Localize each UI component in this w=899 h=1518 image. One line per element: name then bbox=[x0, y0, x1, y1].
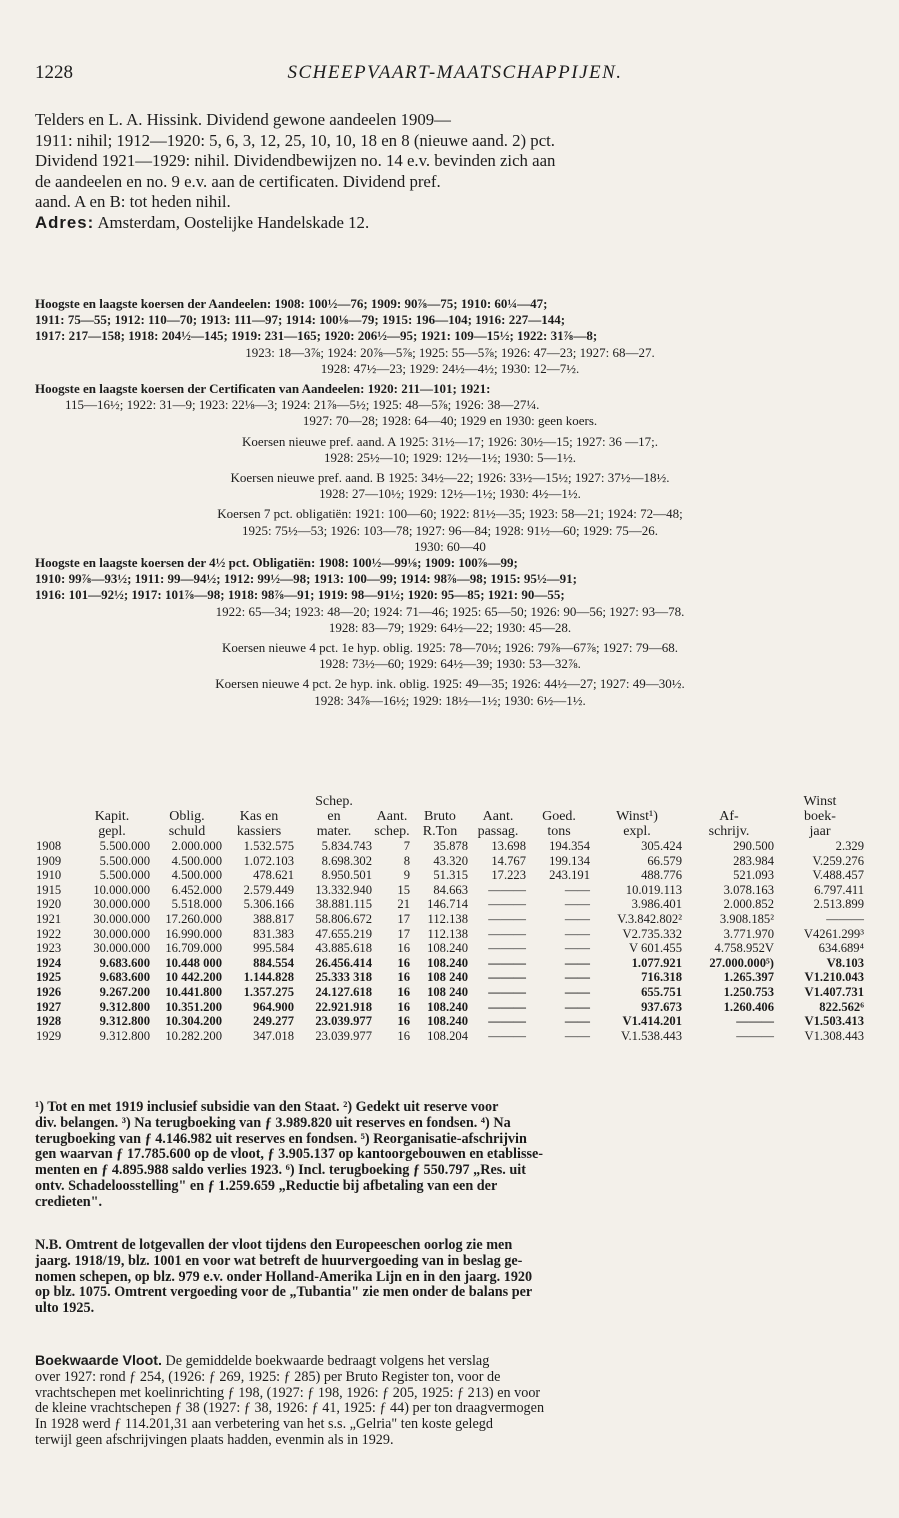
table-row bbox=[35, 956, 865, 971]
koers-line: 1916: 101—92½; 1917: 101⅞—98; 1918: 98⅞—91; 1919: 98—91½; 1920: 95—85; 1921: 90—55; bbox=[35, 587, 565, 603]
table-cell: 66.579 bbox=[647, 853, 682, 868]
table-cell: 1.072.103 bbox=[243, 853, 294, 868]
running-title: SCHEEPVAART-MAATSCHAPPIJEN. bbox=[287, 62, 623, 83]
table-cell: V2.735.332 bbox=[622, 926, 682, 941]
table-cell: 9.312.800 bbox=[99, 999, 150, 1014]
table-cell: 1.260.406 bbox=[723, 999, 774, 1014]
boekwaarde-line: vrachtschepen met koelinrichting ƒ 198, (1927: ƒ 198, 1926: ƒ 205, 1925: ƒ 213) en voor bbox=[35, 1385, 541, 1401]
table-cell: —— bbox=[564, 882, 590, 897]
table-cell: ——— bbox=[826, 911, 864, 926]
table-cell: 2.579.449 bbox=[243, 882, 294, 897]
table-cell: 4.758.952V bbox=[714, 941, 774, 956]
boekwaarde-line: In 1928 werd ƒ 114.201,31 aan verbetering van het s.s. „Gelria" ten koste gelegd bbox=[35, 1417, 493, 1433]
table-cell: 1.077.921 bbox=[631, 955, 682, 970]
koers-line: Koersen nieuwe 4 pct. 1e hyp. oblig. 1925: 78—70½; 1926: 79⅞—67⅞; 1927: 79—68. bbox=[221, 640, 679, 656]
table-cell: 84.663 bbox=[433, 882, 468, 897]
table-row bbox=[35, 985, 865, 1000]
table-cell: 243.191 bbox=[549, 868, 590, 883]
column-header: schuld bbox=[168, 824, 206, 839]
koers-line: 1928: 34⅞—16½; 1929: 18½—1½; 1930: 6½—1½. bbox=[314, 692, 586, 708]
boekwaarde-line: de kleine vrachtschepen ƒ 38 (1927: ƒ 38, 1926: ƒ 41, 1925: ƒ 44) per ton draagvermogen bbox=[35, 1401, 545, 1417]
table-cell: 199.134 bbox=[549, 853, 590, 868]
table-cell: 1.265.397 bbox=[723, 970, 774, 985]
footnote-line: ¹) Tot en met 1919 inclusief subsidie van den Staat. ²) Gedekt uit reserve voor bbox=[35, 1100, 499, 1115]
table-cell: 16.709.000 bbox=[165, 941, 222, 956]
column-header bbox=[35, 809, 73, 824]
table-cell: 8.950.501 bbox=[321, 868, 372, 883]
table-cell: 14.767 bbox=[491, 853, 526, 868]
table-cell: 995.584 bbox=[253, 941, 294, 956]
table-cell: 3.078.163 bbox=[723, 882, 774, 897]
koers-line: 1923: 18—3⅞; 1924: 20⅞—5⅞; 1925: 55—5⅞; 1926: 47—23; 1927: 68—27. bbox=[245, 344, 655, 360]
table-cell: 16 bbox=[397, 955, 410, 970]
table-cell: 108.240 bbox=[427, 999, 468, 1014]
table-cell: 5.500.000 bbox=[99, 868, 150, 883]
table-cell: ——— bbox=[736, 1028, 774, 1043]
boekwaarde-paragraph bbox=[35, 1354, 865, 1449]
table-cell: 822.562⁶ bbox=[819, 999, 864, 1014]
table-cell: V1.210.043 bbox=[804, 970, 864, 985]
footnote-line: gen waarvan ƒ 17.785.600 op de vloot, ƒ 3.905.137 op kantoorgebouwen en etablisse- bbox=[35, 1147, 544, 1163]
table-cell: 17 bbox=[397, 911, 410, 926]
table-header-row bbox=[35, 794, 865, 809]
table-cell: 9.312.800 bbox=[99, 1028, 150, 1043]
column-header bbox=[373, 794, 411, 809]
table-cell: ——— bbox=[736, 1014, 774, 1029]
nb-paragraph bbox=[35, 1238, 865, 1317]
footnotes bbox=[35, 1100, 865, 1211]
table-cell: 16 bbox=[397, 984, 410, 999]
table-cell: 35.878 bbox=[433, 839, 468, 853]
table-cell: ——— bbox=[488, 955, 526, 970]
column-header: schrijv. bbox=[708, 824, 750, 839]
column-header: gepl. bbox=[98, 824, 126, 839]
koers-line: 1927: 70—28; 1928: 64—40; 1929 en 1930: geen koers. bbox=[302, 413, 598, 429]
year-cell: 1909 bbox=[36, 853, 62, 868]
boekwaarde-label: Boekwaarde Vloot. bbox=[35, 1354, 162, 1369]
table-cell: V.1.538.443 bbox=[621, 1028, 682, 1043]
table-cell: —— bbox=[564, 955, 590, 970]
table-cell: —— bbox=[564, 941, 590, 956]
table-cell: 38.881.115 bbox=[315, 897, 372, 912]
table-cell: 3.771.970 bbox=[723, 926, 774, 941]
nb-line: nomen schepen, op blz. 979 e.v. onder Holland-Amerika Lijn en in den jaarg. 1920 bbox=[35, 1269, 533, 1285]
table-cell: 290.500 bbox=[733, 839, 774, 853]
table-cell: 831.383 bbox=[253, 926, 294, 941]
column-header: Af- bbox=[719, 809, 739, 824]
table-cell: ——— bbox=[488, 941, 526, 956]
table-cell: 10.441.800 bbox=[165, 984, 222, 999]
boekwaarde-first-text: De gemiddelde boekwaarde bedraagt volgens het verslag bbox=[165, 1354, 490, 1369]
table-cell: 17.223 bbox=[491, 868, 526, 883]
intro-line: aand. A en B: tot heden nihil. bbox=[35, 192, 231, 211]
financial-table bbox=[35, 794, 865, 1043]
table-cell: 17.260.000 bbox=[165, 911, 222, 926]
column-header: Winst¹) bbox=[616, 809, 658, 824]
table-cell: 58.806.672 bbox=[315, 911, 372, 926]
table-row bbox=[35, 927, 865, 942]
column-header: Kas en bbox=[239, 809, 279, 824]
table-cell: 9.267.200 bbox=[99, 984, 150, 999]
table-cell: 2.513.899 bbox=[813, 897, 864, 912]
table-cell: —— bbox=[564, 1028, 590, 1043]
adres-line bbox=[35, 213, 865, 234]
boekwaarde-first-line bbox=[35, 1354, 865, 1370]
table-cell: 305.424 bbox=[641, 839, 682, 853]
table-cell: 108.204 bbox=[427, 1028, 468, 1043]
koers-line: Hoogste en laagste koersen der 4½ pct. Obligatiën: 1908: 100½—99⅛; 1909: 100⅞—99; bbox=[35, 555, 518, 571]
table-cell: —— bbox=[564, 984, 590, 999]
table-cell: 13.332.940 bbox=[315, 882, 372, 897]
footnote-line: div. belangen. ³) Na terugboeking van ƒ 3.989.820 uit reserves en fondsen. ⁴) Na bbox=[35, 1115, 511, 1131]
table-cell: 10.000.000 bbox=[93, 882, 150, 897]
column-header: R.Ton bbox=[422, 824, 458, 839]
table-cell: ——— bbox=[488, 882, 526, 897]
koers-line: Hoogste en laagste koersen der Aandeelen: 1908: 100½—76; 1909: 90⅞—75; 1910: 60¼—47; bbox=[35, 296, 548, 311]
year-cell: 1927 bbox=[36, 999, 62, 1014]
column-header bbox=[151, 794, 223, 809]
table-cell: 6.452.000 bbox=[171, 882, 222, 897]
koers-line: Koersen 7 pct. obligatiën: 1921: 100—60; 1922: 81½—35; 1923: 58—21; 1924: 72—48; bbox=[217, 506, 683, 522]
table-cell: 964.900 bbox=[253, 999, 294, 1014]
table-cell: 47.655.219 bbox=[315, 926, 372, 941]
table-cell: 2.329 bbox=[835, 839, 864, 853]
adres-text: Amsterdam, Oostelijke Handelskade 12. bbox=[97, 212, 370, 232]
table-row bbox=[35, 1000, 865, 1015]
table-cell: 112.138 bbox=[427, 926, 468, 941]
table-cell: 5.834.743 bbox=[321, 839, 372, 853]
year-cell: 1923 bbox=[36, 941, 62, 956]
table-cell: 5.306.166 bbox=[243, 897, 294, 912]
table-cell: V8.103 bbox=[826, 955, 864, 970]
table-cell: 1.144.828 bbox=[243, 970, 294, 985]
column-header: Goed. bbox=[542, 809, 576, 824]
column-header: Bruto bbox=[424, 809, 456, 824]
table-cell: —— bbox=[564, 999, 590, 1014]
table-cell: V.488.457 bbox=[812, 868, 864, 883]
table-cell: 9.683.600 bbox=[99, 955, 150, 970]
table-cell: 10 442.200 bbox=[165, 970, 222, 985]
table-cell: 146.714 bbox=[427, 897, 468, 912]
table-cell: 6.797.411 bbox=[814, 882, 864, 897]
table-cell: 13.698 bbox=[491, 839, 526, 853]
table-cell: 22.921.918 bbox=[315, 999, 372, 1014]
table-cell: 16 bbox=[397, 970, 410, 985]
koers-line: 1930: 60—40 bbox=[414, 538, 486, 554]
table-cell: ——— bbox=[488, 926, 526, 941]
table-cell: 108.240 bbox=[427, 1014, 468, 1029]
year-cell: 1908 bbox=[36, 839, 62, 853]
koers-line: 1917: 217—158; 1918: 204½—145; 1919: 231—165; 1920: 206½—95; 1921: 109—15½; 1922: 31⅞—8; bbox=[35, 328, 598, 344]
table-cell: 26.456.414 bbox=[315, 955, 372, 970]
table-cell: 108 240 bbox=[427, 970, 468, 985]
table-cell: 388.817 bbox=[253, 911, 294, 926]
table-cell: V 601.455 bbox=[629, 941, 682, 956]
year-cell: 1926 bbox=[36, 984, 62, 999]
table-cell: V.259.276 bbox=[812, 853, 864, 868]
koers-line: 1928: 73½—60; 1929: 64½—39; 1930: 53—32⅞. bbox=[319, 656, 581, 672]
table-cell: 108.240 bbox=[427, 941, 468, 956]
table-cell: 194.354 bbox=[549, 839, 590, 853]
table-cell: 51.315 bbox=[433, 868, 468, 883]
table-cell: 478.621 bbox=[253, 868, 294, 883]
column-header: jaar bbox=[809, 824, 831, 839]
koers-line: Koersen nieuwe 4 pct. 2e hyp. ink. oblig. 1925: 49—35; 1926: 44½—27; 1927: 49—30½. bbox=[215, 676, 685, 692]
table-cell: 347.018 bbox=[253, 1028, 294, 1043]
koers-line: 1928: 47½—23; 1929: 24½—4½; 1930: 12—7½. bbox=[320, 360, 580, 376]
table-cell: V4261.299³ bbox=[803, 926, 864, 941]
table-cell: 7 bbox=[403, 839, 410, 853]
year-cell: 1924 bbox=[36, 955, 62, 970]
column-header bbox=[469, 794, 527, 809]
intro-line: de aandeelen en no. 9 e.v. aan de certificaten. Dividend pref. bbox=[35, 171, 441, 191]
page-number: 1228 bbox=[35, 62, 73, 83]
table-header-row bbox=[35, 824, 865, 839]
table-cell: 283.984 bbox=[733, 853, 774, 868]
table-cell: 521.093 bbox=[733, 868, 774, 883]
column-header: Winst bbox=[803, 794, 837, 809]
table-cell: 884.554 bbox=[253, 955, 294, 970]
year-cell: 1929 bbox=[36, 1028, 62, 1043]
table-cell: 1.532.575 bbox=[243, 839, 294, 853]
table-cell: 488.776 bbox=[641, 868, 682, 883]
table-cell: 21 bbox=[397, 897, 410, 912]
table-cell: 43.885.618 bbox=[315, 941, 372, 956]
table-cell: 9 bbox=[403, 868, 410, 883]
koers-line: 1922: 65—34; 1923: 48—20; 1924: 71—46; 1925: 65—50; 1926: 90—56; 1927: 93—78. bbox=[215, 603, 685, 619]
table-row bbox=[35, 1014, 865, 1029]
table-cell: 23.039.977 bbox=[315, 1028, 372, 1043]
koersen-section bbox=[35, 296, 865, 709]
table-cell: 5.500.000 bbox=[99, 853, 150, 868]
intro-line: 1911: nihil; 1912—1920: 5, 6, 3, 12, 25, 10, 10, 18 en 8 (nieuwe aand. 2) pct. bbox=[35, 130, 555, 150]
table-cell: —— bbox=[564, 911, 590, 926]
column-header bbox=[223, 794, 295, 809]
table-cell: 9.312.800 bbox=[99, 1014, 150, 1029]
table-cell: 30.000.000 bbox=[93, 897, 150, 912]
column-header: mater. bbox=[316, 824, 352, 839]
column-header bbox=[73, 794, 151, 809]
column-header: kassiers bbox=[236, 824, 282, 839]
table-row bbox=[35, 883, 865, 898]
table-cell: 15 bbox=[397, 882, 410, 897]
table-row bbox=[35, 839, 865, 854]
table-row bbox=[35, 912, 865, 927]
year-cell: 1922 bbox=[36, 926, 62, 941]
table-cell: ——— bbox=[488, 911, 526, 926]
adres-label: Adres: bbox=[35, 212, 95, 232]
table-cell: 108.240 bbox=[427, 955, 468, 970]
table-cell: 16 bbox=[397, 999, 410, 1014]
year-cell: 1920 bbox=[36, 897, 62, 912]
column-header: Kapit. bbox=[94, 809, 130, 824]
table-cell: 27.000.000⁵) bbox=[709, 955, 774, 970]
koers-line: Koersen nieuwe pref. aand. B 1925: 34½—22; 1926: 33½—15½; 1927: 37½—18½. bbox=[230, 470, 670, 486]
table-cell: 2.000.852 bbox=[723, 897, 774, 912]
table-cell: 43.320 bbox=[433, 853, 468, 868]
table-row bbox=[35, 897, 865, 912]
column-header bbox=[35, 824, 73, 839]
koers-line: 1925: 75½—53; 1926: 103—78; 1927: 96—84; 1928: 91½—60; 1929: 75—26. bbox=[241, 522, 658, 538]
column-header bbox=[591, 794, 683, 809]
intro-paragraph bbox=[35, 110, 865, 233]
table-cell: 30.000.000 bbox=[93, 911, 150, 926]
table-cell: 5.500.000 bbox=[99, 839, 150, 853]
table-cell: 17 bbox=[397, 926, 410, 941]
column-header: passag. bbox=[477, 824, 519, 839]
table-cell: 30.000.000 bbox=[93, 941, 150, 956]
table-cell: 3.908.185² bbox=[719, 911, 774, 926]
column-header bbox=[683, 794, 775, 809]
column-header bbox=[411, 794, 469, 809]
boekwaarde-line: over 1927: rond ƒ 254, (1926: ƒ 269, 1925: ƒ 285) per Bruto Register ton, voor de bbox=[35, 1369, 501, 1385]
table-cell: —— bbox=[564, 926, 590, 941]
koers-line: Hoogste en laagste koersen der Certificaten van Aandeelen: 1920: 211—101; 1921: bbox=[35, 381, 491, 397]
table-cell: 25.333 318 bbox=[315, 970, 372, 985]
column-header: expl. bbox=[623, 824, 651, 839]
koers-line: 1928: 25½—10; 1929: 12½—1½; 1930: 5—1½. bbox=[323, 449, 577, 465]
table-cell: 24.127.618 bbox=[315, 984, 372, 999]
table-row bbox=[35, 1029, 865, 1044]
boekwaarde-line: terwijl geen afschrijvingen plaats hadden, evenmin als in 1929. bbox=[35, 1432, 394, 1448]
koers-line: Koersen nieuwe pref. aand. A 1925: 31½—17; 1926: 30½—15; 1927: 36 —17;. bbox=[242, 433, 658, 449]
table-cell: V.3.842.802² bbox=[617, 911, 682, 926]
nb-line: jaarg. 1918/19, blz. 1001 en voor wat betreft de huurvergoeding van in beslag ge- bbox=[35, 1253, 523, 1269]
table-cell: 10.351.200 bbox=[165, 999, 222, 1014]
table-cell: 108 240 bbox=[427, 984, 468, 999]
table-cell: 655.751 bbox=[641, 984, 682, 999]
column-header: schep. bbox=[374, 824, 410, 839]
table-cell: 10.019.113 bbox=[625, 882, 682, 897]
table-cell: 10.282.200 bbox=[165, 1028, 222, 1043]
column-header: Oblig. bbox=[169, 809, 205, 824]
table-cell: V1.407.731 bbox=[804, 984, 864, 999]
table-cell: 23.039.977 bbox=[315, 1014, 372, 1029]
column-header: en bbox=[327, 809, 341, 824]
table-cell: ——— bbox=[488, 984, 526, 999]
table-row bbox=[35, 854, 865, 869]
table-cell: 10.448 000 bbox=[165, 955, 222, 970]
koers-line: 1928: 27—10½; 1929: 12½—1½; 1930: 4½—1½. bbox=[319, 486, 581, 502]
table-cell: 8 bbox=[403, 853, 410, 868]
intro-line: Telders en L. A. Hissink. Dividend gewone aandeelen 1909— bbox=[35, 110, 451, 129]
table-cell: 8.698.302 bbox=[321, 853, 372, 868]
intro-line: Dividend 1921—1929: nihil. Dividendbewijzen no. 14 e.v. bevinden zich aan bbox=[35, 151, 556, 170]
table-cell: 937.673 bbox=[641, 999, 682, 1014]
column-header: Aant. bbox=[482, 809, 514, 824]
table-cell: 112.138 bbox=[427, 911, 468, 926]
table-cell: 16 bbox=[397, 941, 410, 956]
table-cell: —— bbox=[564, 1014, 590, 1029]
table-cell: ——— bbox=[488, 897, 526, 912]
table-cell: 1.357.275 bbox=[243, 984, 294, 999]
koers-line: 1911: 75—55; 1912: 110—70; 1913: 111—97; 1914: 100⅛—79; 1915: 196—104; 1916: 227—144; bbox=[35, 312, 566, 328]
table-cell: 3.986.401 bbox=[631, 897, 682, 912]
table-cell: 16 bbox=[397, 1028, 410, 1043]
table-cell: ——— bbox=[488, 970, 526, 985]
year-cell: 1915 bbox=[36, 882, 62, 897]
column-header bbox=[527, 794, 591, 809]
table-row bbox=[35, 970, 865, 985]
year-cell: 1928 bbox=[36, 1014, 62, 1029]
nb-line: ulto 1925. bbox=[35, 1301, 95, 1317]
table-row bbox=[35, 868, 865, 883]
table-cell: V1.308.443 bbox=[804, 1028, 864, 1043]
column-header bbox=[35, 794, 73, 809]
table-cell: 4.500.000 bbox=[171, 853, 222, 868]
year-cell: 1910 bbox=[36, 868, 62, 883]
table-cell: 16 bbox=[397, 1014, 410, 1029]
footnote-line: credieten". bbox=[35, 1194, 103, 1210]
table-header-row bbox=[35, 809, 865, 824]
table-cell: 5.518.000 bbox=[171, 897, 222, 912]
table-cell: 9.683.600 bbox=[99, 970, 150, 985]
table-cell: ——— bbox=[488, 999, 526, 1014]
table-cell: 1.250.753 bbox=[723, 984, 774, 999]
table-cell: 634.689⁴ bbox=[818, 941, 864, 956]
year-cell: 1921 bbox=[36, 911, 62, 926]
table-cell: 716.318 bbox=[641, 970, 682, 985]
column-header: boek- bbox=[804, 809, 836, 824]
koers-line: 115—16½; 1922: 31—9; 1923: 22⅛—3; 1924: 21⅞—5½; 1925: 48—5⅞; 1926: 38—27¼. bbox=[65, 397, 540, 413]
table-cell: —— bbox=[564, 970, 590, 985]
koers-line: 1910: 99⅞—93½; 1911: 99—94½; 1912: 99½—98; 1913: 100—99; 1914: 98⅞—98; 1915: 95½—91; bbox=[35, 571, 577, 587]
table-cell: 2.000.000 bbox=[171, 839, 222, 853]
nb-line: op blz. 1075. Omtrent vergoeding voor de „Tubantia" zie men onder de balans per bbox=[35, 1285, 533, 1301]
table-cell: 10.304.200 bbox=[165, 1014, 222, 1029]
table-cell: V1.414.201 bbox=[622, 1014, 682, 1029]
table-cell: V1.503.413 bbox=[804, 1014, 864, 1029]
nb-line: N.B. Omtrent de lotgevallen der vloot tijdens den Europeeschen oorlog zie men bbox=[35, 1238, 513, 1253]
page-header bbox=[35, 62, 875, 86]
footnote-line: terugboeking van ƒ 4.146.982 uit reserves en fondsen. ⁵) Reorganisatie-afschrijvin bbox=[35, 1131, 527, 1147]
table-row bbox=[35, 941, 865, 956]
table-cell: 249.277 bbox=[253, 1014, 294, 1029]
table-cell: 4.500.000 bbox=[171, 868, 222, 883]
table-cell: —— bbox=[564, 897, 590, 912]
column-header: Aant. bbox=[376, 809, 408, 824]
table-cell: ——— bbox=[488, 1028, 526, 1043]
table-cell: 30.000.000 bbox=[93, 926, 150, 941]
year-cell: 1925 bbox=[36, 970, 62, 985]
column-header: Schep. bbox=[315, 794, 353, 809]
column-header: tons bbox=[547, 824, 571, 839]
table-cell: 16.990.000 bbox=[165, 926, 222, 941]
footnote-line: menten en ƒ 4.895.988 saldo verlies 1923. ⁶) Incl. terugboeking ƒ 550.797 „Res. uit bbox=[35, 1163, 526, 1179]
table-cell: ——— bbox=[488, 1014, 526, 1029]
koers-line: 1928: 83—79; 1929: 64½—22; 1930: 45—28. bbox=[328, 619, 572, 635]
footnote-line: ontv. Schadeloosstelling" en ƒ 1.259.659 „Reductie bij afbetaling van een der bbox=[35, 1178, 498, 1194]
